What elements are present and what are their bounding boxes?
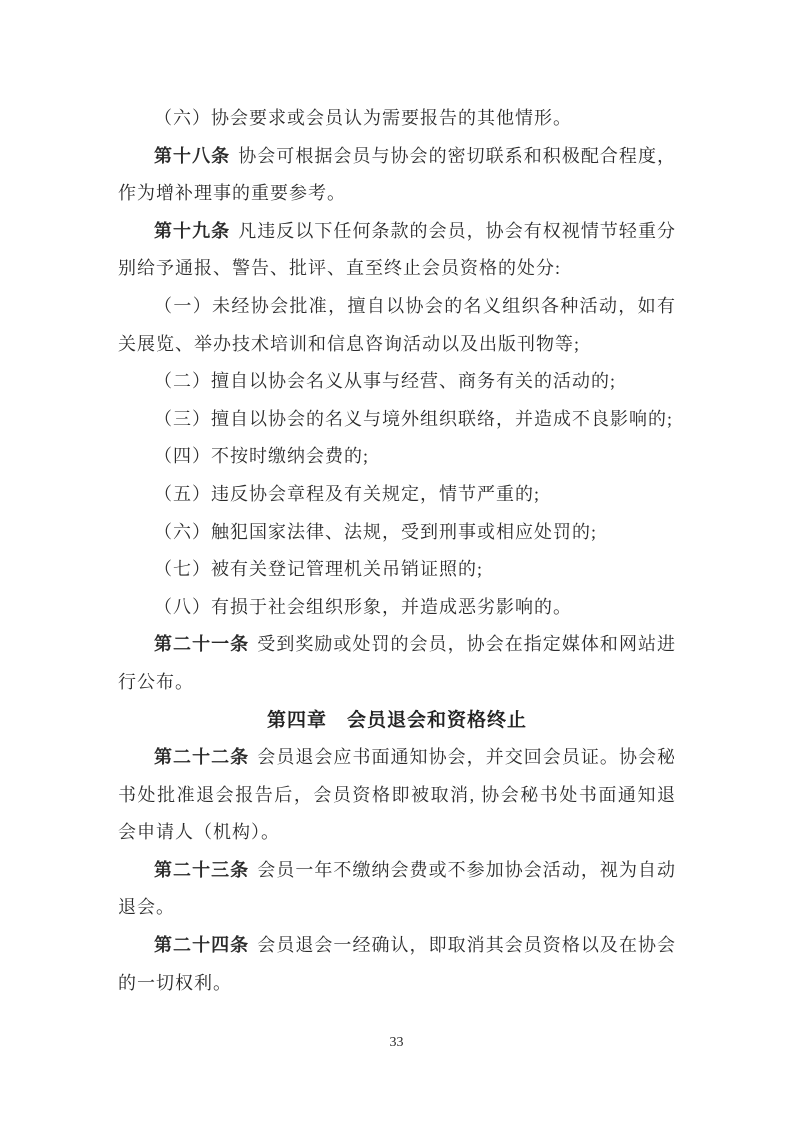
paragraph-text: （四）不按时缴纳会费的; — [154, 446, 369, 467]
paragraph-text: （五）违反协会章程及有关规定，情节严重的; — [154, 483, 540, 504]
paragraph-text: （六）协会要求或会员认为需要报告的其他情形。 — [154, 108, 572, 128]
paragraph-item-8 — [118, 589, 676, 627]
paragraph-text: 会员一年不缴纳会费或不参加协会活动，视为自动退会。 — [118, 859, 677, 918]
article-number: 第二十二条 — [154, 747, 250, 768]
paragraph-text: （六）触犯国家法律、法规，受到刑事或相应处罚的; — [154, 521, 597, 542]
paragraph-article-18 — [118, 138, 676, 213]
paragraph-text: 凡违反以下任何条款的会员，协会有权视情节轻重分别给予通报、警告、批评、直至终止会员资格的处分: — [118, 220, 676, 279]
article-number: 第二十四条 — [154, 935, 250, 956]
paragraph-text: 受到奖励或处罚的会员，协会在指定媒体和网站进行公布。 — [118, 634, 677, 692]
paragraph-article-23 — [118, 852, 676, 927]
paragraph-text: （七）被有关登记管理机关吊销证照的; — [154, 559, 483, 580]
article-number: 第二十一条 — [154, 634, 250, 655]
paragraph-text: （八）有损于社会组织形象，并造成恶劣影响的。 — [154, 596, 572, 617]
paragraph-item-4 — [118, 438, 676, 476]
article-number: 第十八条 — [154, 145, 231, 166]
paragraph-item-3 — [118, 401, 676, 439]
paragraph-article-21 — [118, 626, 676, 701]
paragraph-item-6-prev — [118, 100, 676, 138]
paragraph-text: （三）擅自以协会的名义与境外组织联络，并造成不良影响的; — [154, 408, 673, 429]
page-number: 33 — [389, 1035, 404, 1050]
chapter-heading: 第四章 会员退会和资格终止 — [266, 709, 527, 731]
paragraph-item-5 — [118, 476, 676, 514]
article-number: 第二十三条 — [154, 859, 250, 880]
paragraph-item-7 — [118, 551, 676, 589]
paragraph-text: 协会可根据会员与协会的密切联系和积极配合程度，作为增补理事的重要参考。 — [118, 145, 676, 204]
document-body — [118, 100, 676, 1002]
paragraph-text: （二）擅自以协会名义从事与经营、商务有关的活动的; — [154, 371, 616, 392]
paragraph-article-19 — [118, 213, 676, 288]
paragraph-item-1 — [118, 288, 676, 363]
paragraph-item-6 — [118, 514, 676, 552]
paragraph-text: （一）未经协会批准，擅自以协会的名义组织各种活动，如有关展览、举办技术培训和信息咨询活动以及出版刊物等; — [118, 295, 676, 354]
paragraph-article-24 — [118, 927, 676, 1002]
paragraph-text: 会员退会应书面通知协会，并交回会员证。协会秘书处批准退会报告后，会员资格即被取消, 协会秘书处书面通知退会申请人（机构）。 — [118, 747, 677, 843]
paragraph-article-22 — [118, 739, 676, 852]
paragraph-item-2 — [118, 363, 676, 401]
paragraph-text: 会员退会一经确认，即取消其会员资格以及在协会的一切权利。 — [118, 935, 677, 993]
article-number: 第十九条 — [154, 220, 231, 241]
